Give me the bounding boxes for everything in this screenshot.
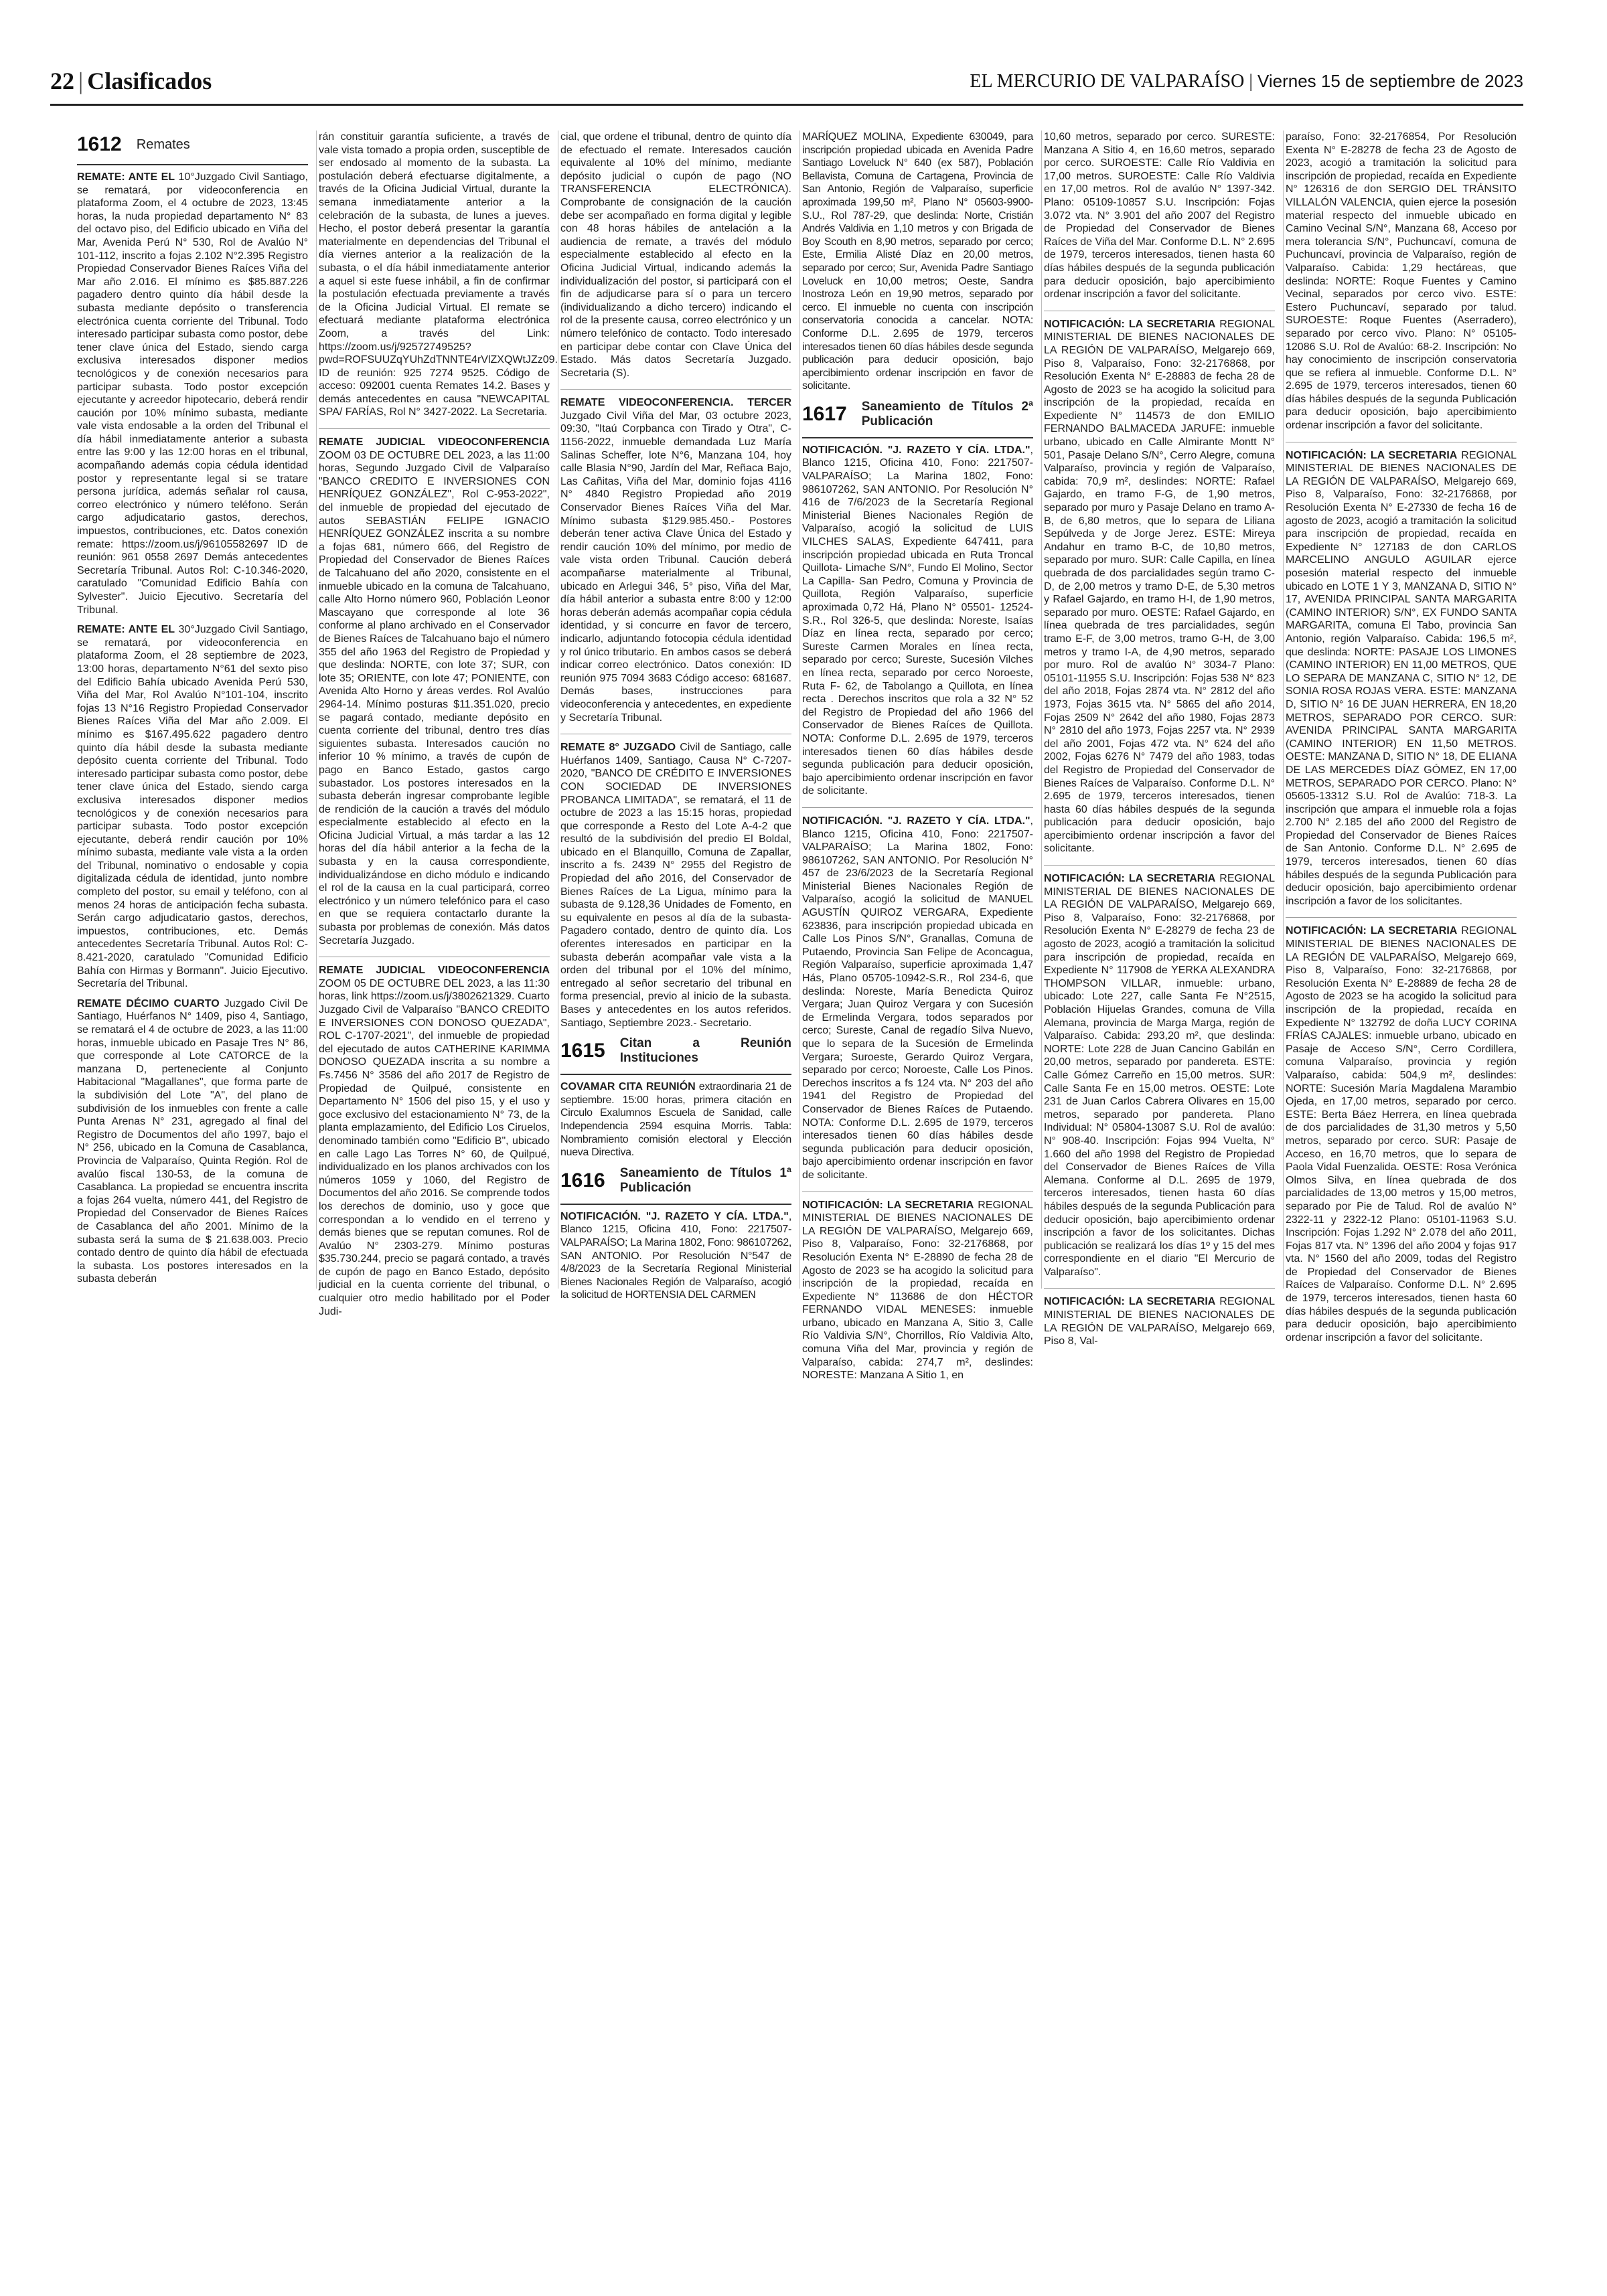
notice-lead: NOTIFICACIÓN. "J. RAZETO Y CÍA. LTDA." — [802, 444, 1030, 456]
notice-body: , Blanco 1215, Oficina 410, Fono: 2217507-VALPARAÍSO; La Marina 1802, Fono: 986107262, SAN ANTONIO. Por Resolución N° 457 de 23/6/2023 de la Secretaría Regional Ministerial Bienes Nacionales Región de Valparaíso, acogió la solicitud de MANUEL AGUSTÍN QUIROZ VERGARA, Expediente 623836, para inscripción propiedad ubicada en Calle Los Pinos S/N°, Granallas, Comuna de Putaendo, Provincia San Felipe de Aconcagua, Región Valparaíso, superficie aproximada 1,47 Hás, Plano 05705-10942-S.R., Rol 234-6, que deslinda: Noreste, María Benedicta Quiroz Vergara; Juan Quiroz Vergara y con Sucesión de Ermelinda Vergara, todos separados por cerco; Sureste, Canal de regadío Silva Nuevo, que lo separa de la Sucesión de Ermelinda Vergara; Suroeste, Gerardo Quiroz Vergara, separado por cerco; Noroeste, Calle Los Pinos. Derechos inscritos a fs 124 vta. N° 203 del año 1941 del Registro de Propiedad del Conservador de Bienes Raíces de Putaendo. NOTA: Conforme D.L. 2.695 de 1979, terceros interesados tienen 60 días hábiles desde segunda publicación para deducir oposición, bajo apercibimiento ordenar inscripción en favor de solicitante. — [802, 815, 1033, 1181]
notice-lead: COVAMAR CITA REUNIÓN — [560, 1081, 696, 1093]
notice — [1044, 318, 1275, 855]
column-3 — [560, 131, 792, 1301]
notice — [77, 623, 308, 991]
notice-body: 10°Juzgado Civil Santiago, se rematará, por videoconferencia en plataforma Zoom, el 4 octubre de 2023, 13:45 horas, la nuda propiedad departamento N° 83 del octavo piso, del Edificio ubicado en Viña del Mar, Avenida Perú N° 530, Rol de Avalúo N° 101-112, inscrito a fojas 2.102 N°2.395 Registro Propiedad Conservador Bienes Raíces Viña del Mar año 2.016. El mínimo es $85.887.226 pagadero dentro quinto día hábil desde la subasta mediante depósito o transferencia electrónica cuenta corriente del Tribunal. Todo interesado participar subasta como postor, debe tener clave única del Estado, siendo carga exclusiva interesados disponer medios tecnológicos y de conexión necesarios para participar subasta. Todo postor excepción ejecutante y acreedor hipotecario, deberá rendir caución por 10% mínimo subasta, mediante vale vista endosable a la orden del Tribunal el día hábil inmediatamente anterior a subasta entre las 9:00 y las 12:00 horas en el tribunal, acompañando además copia cédula identidad postor y representante legal si se tratare persona jurídica, además señalar rol causa, correo electrónico y número teléfono. Serán cargo adjudicatario gastos, derechos, impuestos, contribuciones, etc. Datos conexión remate: https://zoom.us/j/96105582697 ID de reunión: 961 0558 2697 Demás antecedentes Secretaría Tribunal. Autos Rol: C-10.346-2020, caratulado "Comunidad Edificio Bahía con Sylvester". Juicio Ejecutivo. Secretaría del Tribunal. — [77, 171, 308, 616]
notice-lead: REMATE 8° JUZGADO — [560, 742, 676, 754]
notice-lead: NOTIFICACIÓN. "J. RAZETO Y CÍA. LTDA." — [560, 1210, 789, 1222]
column-2 — [319, 131, 558, 1317]
section-title: Saneamiento de Títulos 1ª Publicación — [619, 1165, 791, 1195]
notice — [1286, 924, 1517, 1344]
section-rule — [560, 1074, 791, 1075]
notice-body: 10,60 metros, separado por cerco. SURESTE: Manzana A Sitio 4, en 16,60 metros, separado por cerco. SUROESTE: Calle Río Valdivia en 17,00 metros. SUROESTE: Calle Río Valdivia en 17,00 metros. Rol de avalúo N° 1397-342. Plano: 05109-10857 S.U. Inscripción: Fojas 3.072 vta. N° 3.901 del año 2007 del Registro de Propiedad del Conservador de Bienes Raíces de Viña del Mar. Conforme D.L. N° 2.695 de 1979, terceros interesados, tienen hasta 60 días hábiles después de la segunda publicación para deducir oposición, bajo apercibimiento ordenar inscripción a favor del solicitante. — [1044, 131, 1275, 301]
notice — [1286, 449, 1517, 908]
page-header — [50, 67, 1523, 107]
section-header-saneamiento-2 — [802, 400, 1033, 429]
notice — [560, 1080, 791, 1159]
header-separator: | — [78, 68, 84, 94]
notice-lead: REMATE DÉCIMO CUARTO — [77, 997, 220, 1009]
notice — [560, 396, 791, 724]
notice — [77, 171, 308, 617]
notice-lead: NOTIFICACIÓN: LA SECRETARIA — [1286, 449, 1458, 461]
notice-lead: REMATE: ANTE EL — [77, 624, 175, 636]
notice-lead: REMATE JUDICIAL VIDEOCONFERENCIA — [319, 436, 550, 448]
notice — [319, 131, 558, 419]
section-rule — [77, 164, 308, 165]
column-6 — [1286, 131, 1517, 1343]
notice — [77, 997, 308, 1286]
section-header-remates — [77, 133, 308, 156]
notice-divider — [802, 807, 1033, 808]
section-name: Clasificados — [87, 68, 212, 94]
notice-divider — [560, 389, 791, 390]
notice — [319, 436, 550, 947]
notice-lead: NOTIFICACIÓN: LA SECRETARIA — [1044, 318, 1216, 330]
notice — [802, 1199, 1033, 1382]
notice-body: REGIONAL MINISTERIAL DE BIENES NACIONALES DE LA REGIÓN DE VALPARAÍSO, Melgarejo 669, Piso 8, Valparaíso, Fono: 32-2176868, por Resolución Exenta N° E-27330 de fecha 16 de agosto de 2023, acogió a tramitación la solicitud para inscripción de propiedad, recaída en Expediente N° 127183 de don CARLOS MARCELINO ANGULO AGUILAR ejerce posesión material respecto del inmueble ubicado en LOTE 1 Y 3, MANZANA D, SITIO N° 17, AVENIDA PRINCIPAL SANTA MARGARITA (CAMINO INTERIOR) S/N°, EX FUNDO SANTA MARGARITA, comuna El Tabo, provincia San Antonio, región Valparaíso. Cabida: 196,5 m², que deslinda: NORTE: PASAJE LOS LIMONES (CAMINO INTERIOR) EN 11,00 METROS, QUE LO SEPARA DE MANZANA C, SITIO N° 12, DE SONIA ROSA ROJAS VERA. ESTE: MANZANA D, SITIO N° 16 DE JUAN HERRERA, EN 18,20 METROS, SEPARADO POR CERCO. SUR: AVENIDA PRINCIPAL SANTA MARGARITA (CAMINO INTERIOR) EN 11,50 METROS. OESTE: MANZANA D, SITIO N° 18, DE ELIANA DE LAS MERCEDES DÍAZ GÓMEZ, EN 17,00 METROS, SEPARADO POR CERCO. Plano: N° 05605-13312 S.U. Rol de Avalúo: 718-3. La inscripción que ampara el inmueble rola a fojas 2.700 N° 2.185 del año 2000 del Registro de Propiedad del Conservador de Bienes Raíces de San Antonio. Conforme D.L. N° 2.695 de 1979, terceros interesados, tienen 60 días hábiles después de la segunda Publicación para deducir oposición, bajo apercibimiento ordenar inscripción a favor de los solicitantes. — [1286, 449, 1517, 907]
section-title: Saneamiento de Títulos 2ª Publicación — [861, 399, 1033, 428]
notice-lead: REMATE VIDEOCONFERENCIA. TERCER — [560, 397, 791, 409]
notice — [1286, 131, 1517, 432]
notice-body: REGIONAL MINISTERIAL DE BIENES NACIONALES DE LA REGIÓN DE VALPARAÍSO, Melgarejo 669, Piso 8, Val- — [1044, 1296, 1275, 1347]
notice-body: rán constituir garantía suficiente, a través de vale vista tomado a propia orden, susceptible de ser endosado al momento de la subasta. La postulación deberá efectuarse digitalmente, a través de la Oficina Judicial Virtual, durante la semana inmediatamente anterior a la celebración de la subasta, de lunes a jueves. Hecho, el postor deberá presentar la garantía materialmente en dependencias del Tribunal el día viernes anterior a la realización de la subasta, o el día hábil inmediatamente anterior a aquel si este fuese inhábil, a fin de confirmar la postulación efectuada previamente a través de la Oficina Judicial Virtual. El remate se efectuará mediante plataforma electrónica Zoom, a través del Link: https://zoom.us/j/92572749525?pwd=ROFSUUZqYUhZdTNNTE4rVlZXQWtJZz09. ID de reunión: 925 7274 9525. Código de acceso: 092001 cuenta Remates 14.2. Bases y demás antecedentes en causa "NEWCAPITAL SPA/ FARÍAS, Rol N° 3427-2022. La Secretaria. — [319, 131, 558, 418]
notice — [560, 131, 791, 380]
notice-divider — [1044, 865, 1275, 866]
notice — [802, 131, 1033, 393]
header-separator: | — [1249, 71, 1253, 92]
notice — [560, 741, 791, 1030]
notice-lead: NOTIFICACIÓN: LA SECRETARIA — [1044, 873, 1216, 885]
notice — [1044, 131, 1275, 301]
notice — [1044, 1295, 1275, 1347]
column-5 — [1044, 131, 1275, 1347]
publication-date: Viernes 15 de septiembre de 2023 — [1257, 71, 1523, 91]
page-header-left — [50, 67, 212, 95]
section-rule — [560, 1204, 791, 1205]
notice-body: cial, que ordene el tribunal, dentro de quinto día de efectuado el remate. Interesados caución equivalente al 10% del mínimo, mediante depósito judicial o cupón de pago (NO TRANSFERENCIA ELECTRÓNICA). Comprobante de consignación de la caución debe ser acompañado en forma digital y legible con 48 horas hábiles de antelación a la audiencia de remate, a través del módulo especialmente establecido al efecto en la Oficina Judicial Virtual, indicando además la individualización del postor, si participará con el fin de adjudicarse para sí o para un tercero (individualizando a dicho tercero) indicando el rol de la presente causa, correo electrónico y un número telefónico de contacto. Todo interesado en participar debe contar con Clave Única del Estado. Más datos Secretaría Juzgado. Secretaria (S). — [560, 131, 791, 379]
notice-lead: NOTIFICACIÓN: LA SECRETARIA — [802, 1199, 974, 1211]
classifieds-columns — [77, 131, 1523, 1382]
notice-lead: NOTIFICACIÓN: LA SECRETARIA — [1044, 1296, 1216, 1308]
notice-body: Juzgado Civil De Santiago, Huérfanos N° 1409, piso 4, Santiago, se rematará el 4 de octubre de 2023, a las 11:00 horas, inmueble ubicado en Pasaje Tres N° 86, que corresponde al Lote CATORCE de la manzana D, perteneciente al Conjunto Habitacional "Magallanes", que forma parte de la subdivisión del Lote "A", del plano de subdivisión de los inmuebles con frente a calle Punta Arenas N° 231, agregado al final del Registro de Documentos del año 1997, bajo el N° 256, ubicado en la Comuna de Casablanca, Provincia de Valparaíso, Quinta Región. Rol de avalúo fiscal 130-53, de la comuna de Casablanca. La propiedad se encuentra inscrita a fojas 264 vuelta, número 441, del Registro de Propiedad del Conservador de Bienes Raíces de Casablanca del año 2001. Mínimo de la subasta será la suma de $ 21.638.003. Precio contado dentro de quinto día hábil de efectuada la subasta. Los postores interesados en la subasta deberán — [77, 997, 309, 1285]
notice-lead: REMATE: ANTE EL — [77, 171, 175, 183]
notice-divider — [1286, 917, 1517, 918]
notice-body: extraordinaria 21 de septiembre. 15:00 horas, primera citación en Circulo Exalumnos Escuela de Sanidad, calle Independencia 2594 esquina Morris. Tabla: Nombramiento comisión electoral y Elección nueva Directiva. — [560, 1081, 791, 1159]
section-number: 1615 — [560, 1040, 605, 1062]
notice — [1044, 872, 1275, 1279]
notice-body: 30°Juzgado Civil Santiago, se rematará, por videoconferencia en plataforma Zoom, el 28 septiembre de 2023, 13:00 horas, departamento N°61 del sexto piso del Edificio Bahía ubicado Avenida Perú 530, Viña del Mar, Rol Avalúo N°101-104, inscrito fojas 13 N°16 Registro Propiedad Conservador Bienes Raíces Viña del Mar año 2.009. El mínimo es $167.495.622 pagadero dentro quinto día hábil desde la subasta mediante depósito cuenta corriente del Tribunal. Todo interesado participar subasta como postor, debe tener clave única del Estado, siendo carga exclusiva interesados disponer medios tecnológicos y de conexión necesarios para participar subasta. Todo postor excepción ejecutante, deberá rendir caución por 10% mínimo subasta, mediante vale vista a la orden del Tribunal, nominativo o endosable y copia digitalizada cédula de identidad, junto nombre completo del postor, su email y teléfono, con al menos 24 horas de anticipación fecha subasta. Serán cargo adjudicatario gastos, derechos, impuestos, contribuciones, etc. Demás antecedentes Secretaría Tribunal. Autos Rol: C-8.421-2020, caratulado "Comunidad Edificio Bahía con Hirmas y Bormann". Juicio Ejecutivo. Secretaría del Tribunal. — [77, 624, 308, 990]
notice — [560, 1210, 791, 1302]
notice-body: REGIONAL MINISTERIAL DE BIENES NACIONALES DE LA REGIÓN DE VALPARAÍSO, Melgarejo 669, Piso 8, Valparaíso, Fono: 32-2176868, por Resolución Exenta N° E-28890 de fecha 28 de Agosto de 2023 se ha acogido la solicitud para inscripción de la propiedad, recaída en Expediente N° 113686 de don HÉCTOR FERNANDO VIDAL MENESES: inmueble urbano, ubicado en Manzana A, Sitio 3, Calle Río Valdivia S/N°, Chorrillos, Río Valdivia Alto, comuna Viña del Mar, provincia y región de Valparaíso, cabida: 274,7 m², deslindes: NORESTE: Manzana A Sitio 1, en — [802, 1199, 1033, 1382]
header-rule — [50, 104, 1523, 106]
section-header-saneamiento-1 — [560, 1166, 791, 1196]
notice — [802, 444, 1033, 798]
column-4 — [802, 131, 1033, 1382]
notice-body: paraíso, Fono: 32-2176854, Por Resolución Exenta N° E-28278 de fecha 23 de Agosto de 2023, acogió a tramitación la solicitud para inscripción de propiedad, recaída en Expediente N° 126316 de don SERGIO DEL TRÁNSITO VILLALÓN VALENCIA, quien ejerce la posesión material respecto del inmueble ubicado en Camino Vecinal S/N°, Manzana 68, Acceso por mera tolerancia S/N°, Puchuncaví, comuna de Puchuncaví, provincia de Valparaíso, región de Valparaíso. Cabida: 1,29 hectáreas, que deslinda: NORTE: Roque Fuentes y Camino Vecinal, separados por cerco vivo. ESTE: Estero Puchuncaví, separado por talud. SUROESTE: Roque Fuentes (Aserradero), separado por cerco vivo. Plano: N° 05105-12086 S.U. Rol de Avalúo: 68-2. Inscripción: No hay conocimiento de inscripción conservatoria que se refiera al inmueble. Conforme D.L. N° 2.695 de 1979, terceros interesados, tienen 60 días hábiles después de la segunda Publicación para deducir oposición, bajo apercibimiento ordenar inscripción a favor del solicitante. — [1286, 131, 1517, 432]
notice — [802, 815, 1033, 1182]
page-number: 22 — [50, 68, 74, 94]
notice-lead: REMATE JUDICIAL VIDEOCONFERENCIA — [319, 965, 550, 977]
notice — [319, 964, 550, 1318]
notice-body: REGIONAL MINISTERIAL DE BIENES NACIONALES DE LA REGIÓN DE VALPARAÍSO, Melgarejo 669, Piso 8, Valparaíso, Fono: 32-2176868, por Resolución Exenta N° E-28889 de fecha 28 de Agosto de 2023 se ha acogido la solicitud para inscripción de la propiedad, recaída en Expediente N° 132792 de doña LUCY CORINA FRÍAS CAJALES: inmueble urbano, ubicado en Pasaje de Acceso S/N°, Cerro Cordillera, comuna Valparaíso, provincia y región Valparaíso, cabida: 504,9 m², deslindes: NORTE: Sucesión María Magdalena Marambio Ojeda, en 17,00 metros, separado por cerco. ESTE: Berta Báez Herrera, en línea quebrada de dos parcialidades de 31,30 metros y 5,50 metros, separado por cerco. SUR: Pasaje de Acceso, en 16,70 metros, que lo separa de Paola Vidal Fuenzalida. OESTE: Rosa Verónica Olmos Silva, en línea quebrada de dos parcialidades de 13,00 metros y 15,00 metros, separado por Pie de Talud. Rol de avalúo N° 2322-11 y 2322-12 Plano: 05101-11963 S.U. Inscripción: Fojas 1.292 N° 2.078 del año 2011, Fojas 817 vta. N° 1396 del año 2004 y fojas 917 vta. N° 1560 del año 2009, todas del Registro de Propiedad del Conservador de Bienes Raíces de Valparaíso. Conforme D.L. N° 2.695 de 1979, terceros interesados, tienen hasta 60 días hábiles después de la segunda publicación para deducir oposición, bajo apercibimiento ordenar inscripción a favor del solicitante. — [1286, 925, 1517, 1343]
newspaper-name: EL MERCURIO DE VALPARAÍSO — [970, 71, 1245, 92]
notice-body: , Blanco 1215, Oficina 410, Fono: 2217507-VALPARAÍSO; La Marina 1802, Fono: 986107262, SAN ANTONIO. Por Resolución N°547 de 4/8/2023 de la Secretaría Regional Ministerial Bienes Nacionales Región de Valparaíso, acogió la solicitud de HORTENSIA DEL CARMEN — [560, 1210, 791, 1301]
notice-body: REGIONAL MINISTERIAL DE BIENES NACIONALES DE LA REGIÓN DE VALPARAÍSO, Melgarejo 669, Piso 8, Valparaíso, Fono: 32-2176868, por Resolución Exenta N° E-28279 de fecha 23 de agosto de 2023, acogió a tramitación la solicitud para inscripción de propiedad, recaída en Expediente N° 117908 de YERKA ALEXANDRA THOMPSON VILLAR, inmueble: urbano, ubicado: Lote 227, calle Santa Fe N°2515, Población Hijuelas Grandes, comuna de Villa Alemana, provincia de Marga Marga, región de Valparaíso. Cabida: 293,20 m², que deslinda: NORTE: Lote 228 de Juan Cancino Gabilán en 20,00 metros, separado por pandereta. ESTE: Calle Gómez Carreño en 15,00 metros. SUR: Calle Santa Fe en 15,00 metros. OESTE: Lote 231 de Juan Carlos Cabrera Olivares en 15,00 metros, separado por pandereta. Plano Individual: N° 05804-13087 S.U. Rol de avalúo: N° 908-40. Inscripción: Fojas 994 Vuelta, N° 1.660 del año 1998 del Registro de Propiedad del Conservador de Bienes Raíces de Villa Alemana. Conforme al D.L. 2695 de 1979, terceros interesados, tienen hasta 60 días hábiles después de la segunda Publicación para deducir oposición, bajo apercibimiento ordenar inscripción a favor de los solicitantes. Dichas publicación se realizará los días 1º y 15 del mes correspondiente en el diario "El Mercurio de Valparaíso". — [1044, 873, 1275, 1278]
section-rule — [802, 437, 1033, 438]
notice-divider — [1044, 1288, 1275, 1289]
notice-body: REGIONAL MINISTERIAL DE BIENES NACIONALES DE LA REGIÓN DE VALPARAÍSO, Melgarejo 669, Piso 8, Valparaíso, Fono: 32-2176868, por Resolución Exenta N° E-28883 de fecha 28 de Agosto de 2023 se ha acogido la solicitud para inscripción de la propiedad, recaída en Expediente N° 114573 de don EMILIO FERNANDO BALMACEDA JARUFE: inmueble urbano, ubicado en Calle Almirante Montt N° 501, Pasaje Delano S/N°, Cerro Alegre, comuna Valparaíso, provincia y región de Valparaíso, cabida: 70,9 m², deslindes: NORTE: Rafael Gajardo, en tramo F-G, de 1,90 metros, separado por muro y Pasaje Delano en tramo A-B, de 6,80 metros, que lo separa de Liliana Sepúlveda y de Jorge Jerez. ESTE: Mireya Andahur en tramo B-C, de 10,80 metros, separado por muro. SUR: Calle Capilla, en línea quebrada de dos parcialidades según tramo C-D, de 2,00 metros y tramo D-E, de 5,30 metros y Rafael Gajardo, en tramo H-I, de 1,90 metros, separado por muro. OESTE: Rafael Gajardo, en línea quebrada de tres parcialidades, según tramo E-F, de 3,00 metros, tramo G-H, de 3,00 metros y tramo I-A, de 4,90 metros, separado por muro. Rol de avalúo N° 3034-7 Plano: 05101-11955 S.U. Inscripción: Fojas 538 N° 823 del año 2018, Fojas 2874 vta. N° 2812 del año 1973, Fojas 3615 vta. N° 5865 del año 2014, Fojas 2509 N° 2642 del año 1980, Fojas 2873 N° 2810 del año 1973, Fojas 2257 vta. N° 2939 del año 2001, Fojas 472 vta. N° 624 del año 2002, Fojas 6276 N° 7479 del año 1983, todas del Registro de Propiedad del Conservador de Bienes Raíces de Valparaíso. Conforme D.L. N° 2.695 de 1979, terceros interesados, tienen hasta 60 días hábiles después de la segunda publicación para deducir oposición, bajo apercibimiento ordenar inscripción a favor del solicitante. — [1044, 318, 1275, 855]
notice-body: Civil de Santiago, calle Huérfanos 1409, Santiago, Causa N° C-7207- 2020, "BANCO DE CRÉDITO E INVERSIONES CON SOCIEDAD DE INVERSIONES PROBANCA LIMITADA", se rematará, el 11 de octubre de 2023 a las 15:15 horas, propiedad que corresponde a Resto del Lote A-4-2 que resultó de la subdivisión del predio El Boldal, ubicado en el Blanquillo, Comuna de Zapallar, inscrito a fs. 2439 N° 2955 del Registro de Propiedad del año 2016, del Conservador de Bienes Raíces de La Ligua, mínimo para la subasta de 9.128,36 Unidades de Fomento, en su equivalente en pesos al día de la subasta- Pagadero contado, dentro de quinto día. Los oferentes interesados en participar en la subasta deberán acompañar vale vista a la orden del tribunal por el 10% del mínimo, entregado al señor secretario del tribunal en forma presencial, previo al inicio de la subasta. Bases y antecedentes en los autos referidos. Santiago, Septiembre 2023.- Secretario. — [560, 742, 792, 1029]
section-title: Citan a Reunión Instituciones — [619, 1036, 791, 1066]
notice-body: MARÍQUEZ MOLINA, Expediente 630049, para inscripción propiedad ubicada en Avenida Padre Santiago Loveluck N° 640 (ex 587), Población Bellavista, Comuna de Cartagena, Provincia de San Antonio, Región de Valparaíso, superficie aproximada 199,50 m², Plano N° 05603-9900- S.U., Rol 787-29, que deslinda: Norte, Cristián Andrés Valdivia en 1,10 metros y con Brigada de Boy Scouth en 8,90 metros, separado por cerco; Este, Ermilia Alisté Díaz en 20,00 metros, separado por cerco; Sur, Avenida Padre Santiago Loveluck en 10,00 metros; Oeste, Sandra Inostroza León en 19,90 metros, separado por cerco. El inmueble no cuenta con inscripción conservatoria conocida a cancelar. NOTA: Conforme D.L. 2.695 de 1979, terceros interesados tienen 60 días hábiles desde segunda publicación para deducir oposición, bajo apercibimiento ordenar inscripción en favor de solicitante. — [802, 131, 1033, 392]
notice-body: Juzgado Civil Viña del Mar, 03 octubre 2023, 09:30, "Itaú Corpbanca con Tirado y Otra", C-1156-2022, inmueble demandada Luz María Salinas Scheffer, lote N°6, Manzana 104, hoy calle Blasia N°90, Jardín del Mar, Reñaca Bajo, Las Cañitas, Viña del Mar, dominio fojas 4116 N° 4840 Registro Propiedad año 2019 Conservador Bienes Raíces Viña del Mar. Mínimo subasta $129.985.450.- Postores deberán tener activa Clave Única del Estado y rendir caución 10% del mínimo, por medio de vale vista orden Tribunal. Caución deberá acompañarse materialmente al Tribunal, ubicado en Arlegui 346, 5° piso, Viña del Mar, día hábil anterior a subasta entre 8:00 y 12:00 horas deberán además acompañar copia cédula identidad, y si concurre en favor de tercero, indicarlo, adjuntando fotocopia cédula identidad y rol único tributario. En ambos casos se deberá indicar correo electrónico. Datos conexión: ID reunión 975 7094 3683 Código acceso: 681687. Demás bases, instrucciones para videoconferencia y antecedentes, en expediente y Secretaría Tribunal. — [560, 410, 791, 724]
notice-divider — [319, 428, 550, 429]
section-header-citan — [560, 1036, 791, 1066]
notice-lead: NOTIFICACIÓN. "J. RAZETO Y CÍA. LTDA." — [802, 815, 1030, 827]
section-number: 1612 — [77, 133, 122, 155]
notice-lead: NOTIFICACIÓN: LA SECRETARIA — [1286, 925, 1458, 937]
notice-body: ZOOM 05 DE OCTUBRE DEL 2023, a las 11:30 horas, link https://zoom.us/j/3802621329. Cuarto Juzgado Civil de Valparaíso "BANCO CREDITO E INVERSIONES CON DONOSO QUEZADA", ROL C-1707-2021", del inmueble de propiedad del ejecutado de autos CATHERINE KARIMMA DONOSO QUEZADA inscrita a su nombre a Fs.7456 N° 3586 del año 2017 de Registro de Propiedad de Quilpué, consistente en Departamento N° 1506 del piso 15, y el uso y goce exclusivo del estacionamiento N° 73, de la planta emplazamiento, del Edificio Los Ciruelos, denominado también como "Edificio B", ubicado en calle Lago Las Torres N° 60, de Quilpué, individualizado en los planos archivados con los números 1059 y 1060, del Registro de Documentos del año 2016. Se comprende todos los derechos de dominio, uso y goce que correspondan a lo vendido en el terreno y demás bienes que se reputan comunes. Rol de Avalúo N° 2303-279. Mínimo posturas $35.730.244, precio se pagará contado, a través de cupón de pago en Banco Estado, depósito judicial en la cuenta corriente del tribunal, o cualquier otro medio habilitado por el Poder Judi- — [319, 977, 550, 1317]
column-1 — [77, 131, 308, 1289]
page-header-right — [970, 71, 1523, 92]
notice-body: , Blanco 1215, Oficina 410, Fono: 2217507-VALPARAÍSO; La Marina 1802, Fono: 986107262, SAN ANTONIO. Por Resolución N° 416 de 7/6/2023 de la Secretaría Regional Ministerial Bienes Nacionales Región de Valparaíso, acogió la solicitud de LUIS VILCHES SALAS, Expediente 647411, para inscripción propiedad ubicada en Ruta Troncal Quillota- Limache S/N°, Fundo El Molino, Sector La Capilla- San Pedro, Comuna y Provincia de Quillota, Región Valparaíso, superficie aproximada 0,72 Há, Plano N° 05501- 12524- S.R., Rol 326-5, que deslinda: Noreste, Isaías Díaz en línea recta, separado por cerco; Sureste Carmen Morales en línea recta, separado por cerco; Sureste, Sucesión Vilches en línea recta, separado por cerco Noroeste, Ruta F- 62, de Tabolango a Quillota, en línea recta . Derechos inscritos que rola a 32 N° 52 del Registro de Propiedad del año 1966 del Conservador de Bienes Raíces de Quillota. NOTA: Conforme D.L. 2.695 de 1979, terceros interesados tienen 60 días hábiles desde segunda publicación para deducir oposición, bajo apercibimiento ordenar inscripción en favor de solicitante. — [802, 444, 1033, 797]
section-number: 1616 — [560, 1169, 605, 1192]
notice-body: ZOOM 03 DE OCTUBRE DEL 2023, a las 11:00 horas, Segundo Juzgado Civil de Valparaíso "BANCO CREDITO E INVERSIONES CON HENRÍQUEZ GONZÁLEZ", Rol C-953-2022", del inmueble de propiedad del ejecutado de autos SEBASTIÁN FELIPE IGNACIO HENRÍQUEZ GONZÁLEZ inscrita a su nombre a fojas 681, número 666, del Registro de Propiedad del Conservador de Bienes Raíces de Talcahuano del año 2020, consistente en el inmueble ubicado en la comuna de Talcahuano, calle Alto Horno número 960, Población Leonor Mascayano que corresponde al lote 36 conforme al plano archivado en el Conservador de Bienes Raíces de Talcahuano bajo el número 355 del año 1963 del Registro de Propiedad y que deslinda: NORTE, con lote 37; SUR, con lote 35; ORIENTE, con lote 47; PONIENTE, con Avenida Alto Horno y áreas verdes. Rol Avalúo 2964-14. Mínimo posturas $11.351.020, precio se pagará contado, mediante depósito en cuenta corriente del tribunal, dentro tres días siguientes subasta. Interesados caución no inferior 10 % mínimo, a través de cupón de pago en Banco Estado, gastos cargo subastador. Los postores interesados en la subasta deberán ingresar comprobante legible de rendición de la caución a través del módulo especialmente establecido al efecto en la Oficina Judicial Virtual, a más tardar a las 12 horas del día hábil anterior a la fecha de la subasta y en la causa correspondiente, individualizándose en dicho módulo e indicando el rol de la causa en la cual participará, correo electrónico y un número telefónico para el caso en que se requiera contactarlo durante la subasta por problemas de conexión. Más datos Secretaría Juzgado. — [319, 449, 550, 947]
section-title: Remates — [136, 137, 190, 152]
section-number: 1617 — [802, 402, 847, 425]
